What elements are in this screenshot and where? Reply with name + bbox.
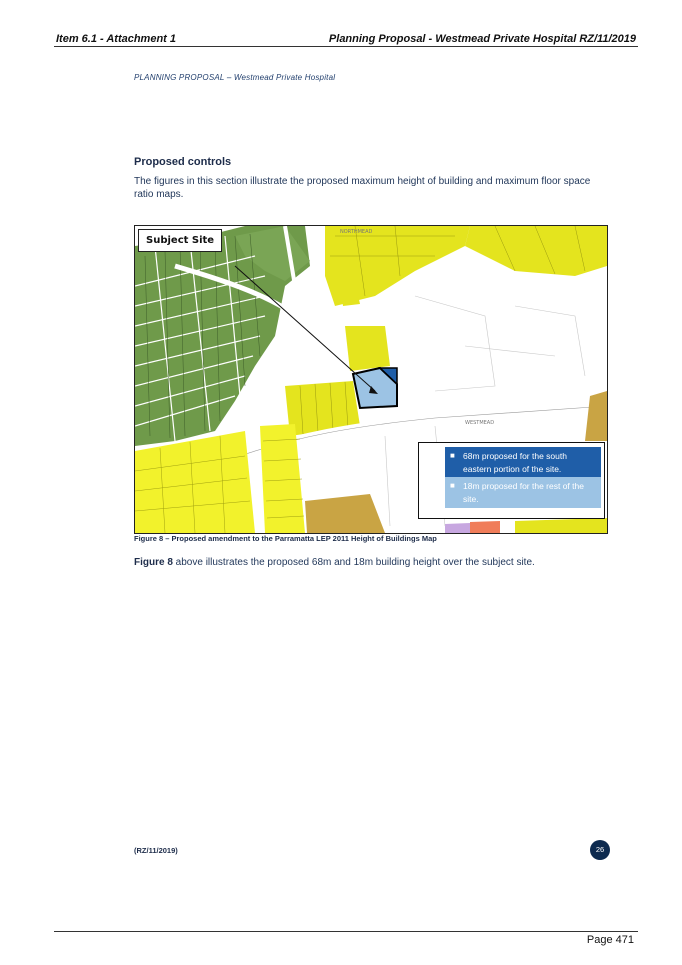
document-running-header: PLANNING PROPOSAL – Westmead Private Hospital [134,73,336,82]
section-title: Proposed controls [134,156,232,168]
footer-rule [54,931,638,932]
header-proposal-title: Planning Proposal - Westmead Private Hospital RZ/11/2019 [328,33,636,45]
legend-18m-text: 18m proposed for the rest of the site. [463,481,584,504]
header-rule [54,46,638,47]
street-label-westmead: WESTMEAD [465,420,495,426]
subject-site-label: Subject Site [138,229,222,252]
bullet-icon: ■ [450,481,455,490]
header-attachment: Item 6.1 - Attachment 1 [56,33,177,45]
legend-item-18m [445,477,601,508]
street-label-northmead: NORTHMEAD [340,229,373,235]
figure-caption: Figure 8 – Proposed amendment to the Parramatta LEP 2011 Height of Buildings Map [134,534,437,543]
page-number: Page 471 [586,934,634,946]
footer-reference: (RZ/11/2019) [134,846,178,855]
bullet-icon: ■ [450,451,455,460]
page-badge: 26 [590,840,610,860]
legend-68m-text: 68m proposed for the south eastern portion of the site. [463,451,567,474]
legend-item-68m [445,447,601,478]
intro-paragraph: The figures in this section illustrate the proposed maximum height of building and maximum floor space ratio maps. [134,176,591,200]
map-legend [418,442,605,519]
height-of-buildings-map [134,225,608,534]
body-text: above illustrates the proposed 68m and 18m building height over the subject site. [172,557,535,568]
body-paragraph [134,557,535,568]
figure-reference: Figure 8 [134,557,173,568]
